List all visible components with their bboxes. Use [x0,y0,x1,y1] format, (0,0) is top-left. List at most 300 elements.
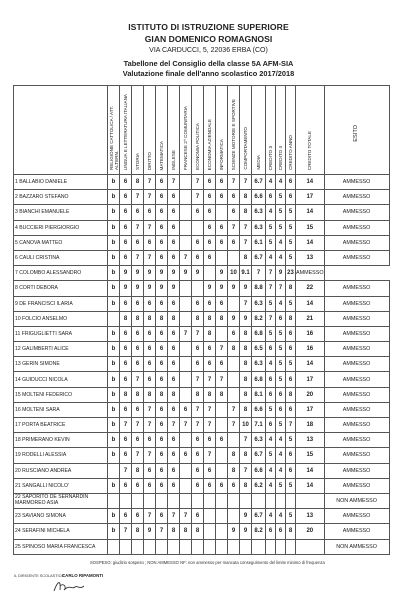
column-header [252,86,266,175]
grade-cell: 4 [266,463,276,478]
grade-cell: 6 [204,433,216,448]
grade-cell [180,463,192,478]
grade-cell: 5 [286,220,296,235]
grade-cell: 20 [296,387,325,402]
grade-cell: 6 [120,357,132,372]
grade-cell: 6 [286,326,296,341]
column-header [286,86,296,175]
grade-cell: 6 [216,235,228,250]
grade-cell: 6.7 [252,250,266,265]
grade-cell [216,402,228,417]
table-row [14,478,390,493]
grade-cell: b [108,266,120,281]
grade-cell: 7 [180,326,192,341]
grade-cell: 6.1 [252,235,266,250]
grade-cell [180,175,192,190]
grade-cell: 6 [266,372,276,387]
grade-cell: 8 [240,372,252,387]
grade-cell: 7 [240,235,252,250]
grade-cell: 6 [120,326,132,341]
grade-cell: b [108,402,120,417]
grade-cell: b [108,342,120,357]
student-name: 1 BALLABIO DANIELE [14,175,108,190]
column-header-label: FRANCESE 2^ COMUNITARIA [183,105,188,170]
grade-cell [180,281,192,296]
grade-cell: 8 [240,448,252,463]
grade-cell: 7 [192,418,204,433]
grade-cell: 14 [296,296,325,311]
student-name: 7 COLOMBO ALESSANDRO [14,266,108,281]
grade-cell: 6 [286,190,296,205]
grade-cell: 6 [192,463,204,478]
grade-cell: 6 [204,296,216,311]
grade-cell: 8 [192,387,204,402]
grade-cell: 6 [216,433,228,448]
grade-cell: 9 [240,509,252,524]
grade-cell: 8 [132,463,144,478]
grade-cell: 6 [144,326,156,341]
grade-cell [216,509,228,524]
grade-cell: 5 [276,478,286,493]
grade-cell: 5 [266,296,276,311]
grade-cell [228,539,240,554]
esito-cell: AMMESSO [324,372,389,387]
grade-cell: 8 [228,463,240,478]
column-header-label: COMPORTAMENTO [243,127,248,170]
student-name: 20 RUSCIANO ANDREA [14,463,108,478]
column-header [120,86,132,175]
table-row [14,342,390,357]
esito-cell: AMMESSO [324,433,389,448]
grade-cell: 8 [192,524,204,539]
grade-cell: 6 [132,509,144,524]
grade-cell: 8 [240,326,252,341]
student-name: 11 FRIGUGLIETTI SARA [14,326,108,341]
column-header [156,86,168,175]
grade-cell: 9 [120,266,132,281]
grade-cell: 9 [168,266,180,281]
grade-cell: 7 [228,175,240,190]
grade-cell: 7 [132,418,144,433]
grade-cell: 7 [192,372,204,387]
grade-cell: 7 [204,402,216,417]
grade-cell [216,326,228,341]
grade-cell: 6 [286,342,296,357]
grade-cell: 5 [266,448,276,463]
grade-cell [108,463,120,478]
grade-cell: 6 [144,296,156,311]
grade-cell: 6 [266,342,276,357]
table-row [14,539,390,554]
grade-cell: 8 [132,175,144,190]
student-name: 10 FOLCIO ANSELMO [14,311,108,326]
grade-cell: 5 [266,402,276,417]
column-header [228,86,240,175]
grade-cell: 6 [216,296,228,311]
grade-cell: 6 [120,433,132,448]
grade-cell: b [108,478,120,493]
grade-cell [204,509,216,524]
student-name: 9 DE FRANCISCI ILARIA [14,296,108,311]
grade-cell: b [108,372,120,387]
grade-cell: 7 [144,402,156,417]
grade-cell: 6 [168,357,180,372]
grade-cell: 6 [156,205,168,220]
grade-cell [168,539,180,554]
grade-cell: 6 [204,220,216,235]
student-name: 17 PORTA BEATRICE [14,418,108,433]
school-name: ISTITUTO DI ISTRUZIONE SUPERIORE [128,22,289,32]
grade-cell: 6 [204,250,216,265]
table-row [14,266,390,281]
grade-cell: 7 [132,372,144,387]
grade-cell: 6 [192,478,204,493]
grade-cell: 6.7 [252,509,266,524]
grade-cell: 8 [168,387,180,402]
grade-cell: 6 [216,190,228,205]
grade-cell: 6 [228,478,240,493]
esito-cell: AMMESSO [324,250,389,265]
grade-cell: 6 [168,235,180,250]
column-header [204,86,216,175]
grade-cell: 6 [132,205,144,220]
grade-cell: 4 [276,509,286,524]
grade-cell: 6 [168,190,180,205]
grade-cell: 7 [228,402,240,417]
school-address: VIA CARDUCCI, 5, 22036 ERBA (CO) [149,47,268,54]
grade-cell [266,493,276,508]
grade-cell: 6.2 [252,478,266,493]
grade-cell: 14 [296,357,325,372]
grade-cell: 7 [144,220,156,235]
grade-cell: 9 [132,266,144,281]
grade-cell [240,493,252,508]
grade-cell: 8 [132,524,144,539]
grade-cell: 6 [168,326,180,341]
grade-cell: 5 [286,296,296,311]
grade-cell: 4 [266,175,276,190]
grade-cell: 9 [180,266,192,281]
grade-cell [180,478,192,493]
grade-cell: 6 [144,235,156,250]
grade-cell: 6 [216,478,228,493]
grade-cell: 6 [132,326,144,341]
grade-cell: 5 [286,205,296,220]
grade-cell: 9.1 [240,266,252,281]
esito-cell: AMMESSO [324,342,389,357]
grade-cell: 8.2 [252,524,266,539]
grade-cell: 5 [276,326,286,341]
grade-cell: 6.3 [252,433,266,448]
grade-cell: 6 [276,524,286,539]
grade-cell: 6 [120,372,132,387]
grade-cell: 6 [168,478,180,493]
grade-cell: b [108,296,120,311]
column-header-label: SCIENZE MOTORIE E SPORTIVE [231,98,236,170]
grades-table [13,85,390,555]
table-row [14,448,390,463]
grade-cell: 6 [132,402,144,417]
grade-cell: 6 [156,433,168,448]
grade-cell: 7 [192,190,204,205]
grade-cell: 5 [286,509,296,524]
esito-cell: AMMESSO [324,235,389,250]
grade-cell [192,493,204,508]
grade-cell: 10 [228,266,240,281]
table-row [14,463,390,478]
grade-cell: 9 [240,281,252,296]
table-row [14,326,390,341]
grade-cell: b [108,250,120,265]
student-name: 5 CANOVA MATTEO [14,235,108,250]
grade-cell [252,539,266,554]
grade-cell: 7 [180,509,192,524]
grade-cell: 8 [180,524,192,539]
grade-cell: 4 [276,433,286,448]
grade-cell: 7 [168,509,180,524]
student-name: 13 GERIN SIMONE [14,357,108,372]
table-row [14,493,390,508]
grade-cell [180,311,192,326]
column-header-label: MEDIA [256,155,261,170]
table-row [14,296,390,311]
esito-cell: AMMESSO [296,266,325,281]
grade-cell [216,250,228,265]
grade-cell: b [108,326,120,341]
grade-cell: 6 [168,463,180,478]
grade-cell: 8 [228,342,240,357]
grade-cell: 5 [276,418,286,433]
grade-cell: 6 [120,478,132,493]
grade-cell: 9 [216,266,228,281]
grade-cell: 6 [132,357,144,372]
table-row [14,235,390,250]
column-header-label: RELIGIONE CATTOLICA / ATT. ALTERN. [108,105,119,170]
grade-cell: 5 [266,235,276,250]
document-title: Tabellone del Consiglio della classe 5A AFM-SIA [123,59,294,68]
grade-cell: 7 [180,418,192,433]
grade-cell: 6 [276,402,286,417]
grade-cell [132,539,144,554]
esito-cell: AMMESSO [324,402,389,417]
grade-cell: b [108,433,120,448]
student-name: 24 SERAFINI MICHELA [14,524,108,539]
grade-cell [228,433,240,448]
grade-cell: 6 [204,357,216,372]
grade-cell: 7 [144,175,156,190]
grade-cell: 6.6 [252,463,266,478]
grade-cell: 9 [156,281,168,296]
grade-cell [204,524,216,539]
grade-cell: 6 [144,372,156,387]
grade-cell: 7 [144,250,156,265]
grade-cell: 6 [180,448,192,463]
grade-cell: 6.8 [252,372,266,387]
grade-cell [144,539,156,554]
grade-cell: 6 [120,296,132,311]
grade-cell: 5 [276,342,286,357]
grade-cell [156,539,168,554]
grade-cell: 6.8 [252,326,266,341]
column-header-label: CREDITO 3 [268,145,273,170]
grade-cell: 9 [228,524,240,539]
column-header [168,86,180,175]
grade-cell [180,235,192,250]
grade-cell [168,493,180,508]
grade-cell [192,220,204,235]
grade-cell: 6 [266,387,276,402]
grade-cell: 6 [204,235,216,250]
esito-cell: AMMESSO [324,463,389,478]
grade-cell: 5 [276,357,286,372]
grade-cell: 6 [156,326,168,341]
grade-cell: 6 [168,205,180,220]
grade-cell: 6 [192,509,204,524]
grade-cell [216,448,228,463]
student-name: 19 RODELLI ALESSIA [14,448,108,463]
grade-cell: 7 [204,372,216,387]
grade-cell [228,493,240,508]
grade-cell: 9 [144,281,156,296]
grade-cell: 14 [296,205,325,220]
grade-cell [252,493,266,508]
grade-cell: 14 [296,235,325,250]
table-row [14,402,390,417]
grade-cell: 8 [240,357,252,372]
grade-cell: 6 [120,402,132,417]
grade-cell: 6 [144,205,156,220]
grade-cell: 5 [276,205,286,220]
grade-cell: 8 [286,387,296,402]
grade-cell: 14 [296,478,325,493]
grade-cell: 6 [156,342,168,357]
grade-cell: 6 [144,463,156,478]
column-header-label: STORIA [135,152,140,170]
esito-header-label: ESITO [353,125,360,142]
column-header-label: CREDITO 4 [278,145,283,170]
grade-cell [180,357,192,372]
grade-cell: 6 [204,175,216,190]
grade-cell: 7 [180,250,192,265]
grade-cell: b [108,281,120,296]
grade-cell: 8 [204,311,216,326]
column-header [266,86,276,175]
grade-cell: 6.6 [252,190,266,205]
grade-cell: 4 [266,205,276,220]
grade-cell [266,539,276,554]
grade-cell: 4 [276,235,286,250]
grade-cell: 23 [286,266,296,281]
grade-cell: 6 [168,372,180,387]
grade-cell: 6 [286,372,296,387]
table-row [14,250,390,265]
grade-cell: 6 [228,190,240,205]
grade-cell: 6 [168,433,180,448]
student-name: 3 BIANCHI EMANUELE [14,205,108,220]
signer-name: CARLO RIPAMONTI [62,573,104,578]
grade-cell: 6 [156,372,168,387]
grade-cell: 6 [276,311,286,326]
grade-cell: 4 [266,433,276,448]
grade-cell: 8.8 [252,281,266,296]
grade-cell: 6 [156,402,168,417]
grade-cell: 7 [240,433,252,448]
grade-cell: 6 [192,296,204,311]
column-header [276,86,286,175]
grade-cell: 6 [204,190,216,205]
grade-cell [228,509,240,524]
grade-cell: 6 [156,175,168,190]
esito-cell: AMMESSO [324,387,389,402]
grade-cell: 6 [156,250,168,265]
grade-cell: 6 [266,190,276,205]
grade-cell [180,372,192,387]
grade-cell: 6 [168,448,180,463]
student-name: 14 GUIDUCCI NICOLA [14,372,108,387]
grade-cell: b [108,509,120,524]
grade-cell: 7 [276,281,286,296]
grade-cell: 4 [276,296,286,311]
grade-cell: 7 [266,311,276,326]
grade-cell [180,190,192,205]
grade-cell: 7 [204,448,216,463]
grade-cell: 9 [192,266,204,281]
grade-cell: 8 [156,311,168,326]
grade-cell: 5 [286,250,296,265]
grade-cell: 6 [168,342,180,357]
grade-cell: 8 [240,478,252,493]
grade-cell: 6.3 [252,357,266,372]
grade-cell: 6 [144,433,156,448]
grade-cell: 4 [266,478,276,493]
column-header-label: CREDITO ANNO [288,135,293,170]
table-row [14,509,390,524]
grade-cell: 6 [132,433,144,448]
grade-cell: 15 [296,220,325,235]
grade-cell [276,539,286,554]
grade-cell: 8 [216,311,228,326]
grade-cell: 9 [144,266,156,281]
grade-cell: 8.1 [252,387,266,402]
esito-cell: AMMESSO [324,418,389,433]
grade-cell: 18 [296,418,325,433]
grade-cell: 7 [168,175,180,190]
grade-cell [240,539,252,554]
grade-cell [286,539,296,554]
grade-cell: 8 [216,387,228,402]
grade-cell [216,463,228,478]
grade-cell: 6 [132,342,144,357]
grade-cell: 7 [228,418,240,433]
grade-cell: 6 [156,509,168,524]
student-name: 8 CORTI DEBORA [14,281,108,296]
grade-cell: 9 [228,281,240,296]
column-header-label: LINGUA E LETTERATURA ITALIANA [123,93,128,170]
grade-cell: 13 [296,250,325,265]
grade-cell: 7 [144,418,156,433]
grade-cell: 8 [132,311,144,326]
grade-cell: 5 [286,357,296,372]
esito-cell: AMMESSO [324,296,389,311]
grade-cell: 6 [144,357,156,372]
esito-cell: AMMESSO [324,357,389,372]
grade-cell [204,266,216,281]
grade-cell: 9 [216,281,228,296]
grade-cell: 7 [192,402,204,417]
grade-cell: 6 [156,478,168,493]
grade-cell: 6 [120,509,132,524]
grade-cell: 8 [168,524,180,539]
